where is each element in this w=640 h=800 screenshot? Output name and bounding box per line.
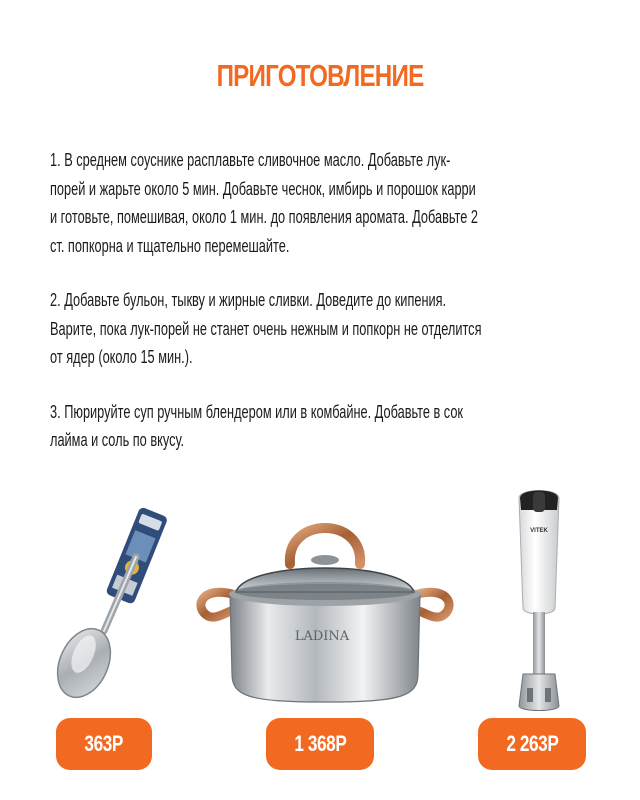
recipe-step-1: 1. В среднем соуснике расплавьте сливочное масло. Добавьте лук- порей и жарьте около 5 мин. Добавьте чеснок, имбирь и порошок карри и готовьте, помешивая, около 1 мин. до появления аромата. Добавьте 2 ст. попкорна и тщательно перемешайте. [50, 149, 478, 256]
blender-brand: VITEK [530, 528, 548, 534]
page-title: ПРИГОТОВЛЕНИЕ [216, 58, 424, 93]
recipe-step-3: 3. Пюрируйте суп ручным блендером или в комбайне. Добавьте в сок лайма и соль по вкусу. [50, 400, 464, 450]
recipe-steps [50, 146, 588, 481]
price-tag-saucepan-label: 1 368Р [293, 731, 347, 756]
price-tag-blender-label: 2 263Р [505, 731, 559, 756]
serving-spoon-image [40, 505, 170, 705]
recipe-step-2: 2. Добавьте бульон, тыкву и жирные сливки. Доведите до кипения. Варите, пока лук-порей не станет очень нежным и попкорн не отделится от ядер (около 15 мин.). [50, 289, 482, 367]
hand-blender-image [505, 484, 575, 724]
price-tag-spoon[interactable] [56, 718, 152, 770]
saucepan-image [190, 508, 460, 708]
saucepan-brand: LADINA [294, 629, 350, 644]
price-tag-spoon-label: 363Р [84, 731, 124, 756]
price-tag-saucepan[interactable] [266, 718, 374, 770]
price-tag-blender[interactable] [478, 718, 586, 770]
